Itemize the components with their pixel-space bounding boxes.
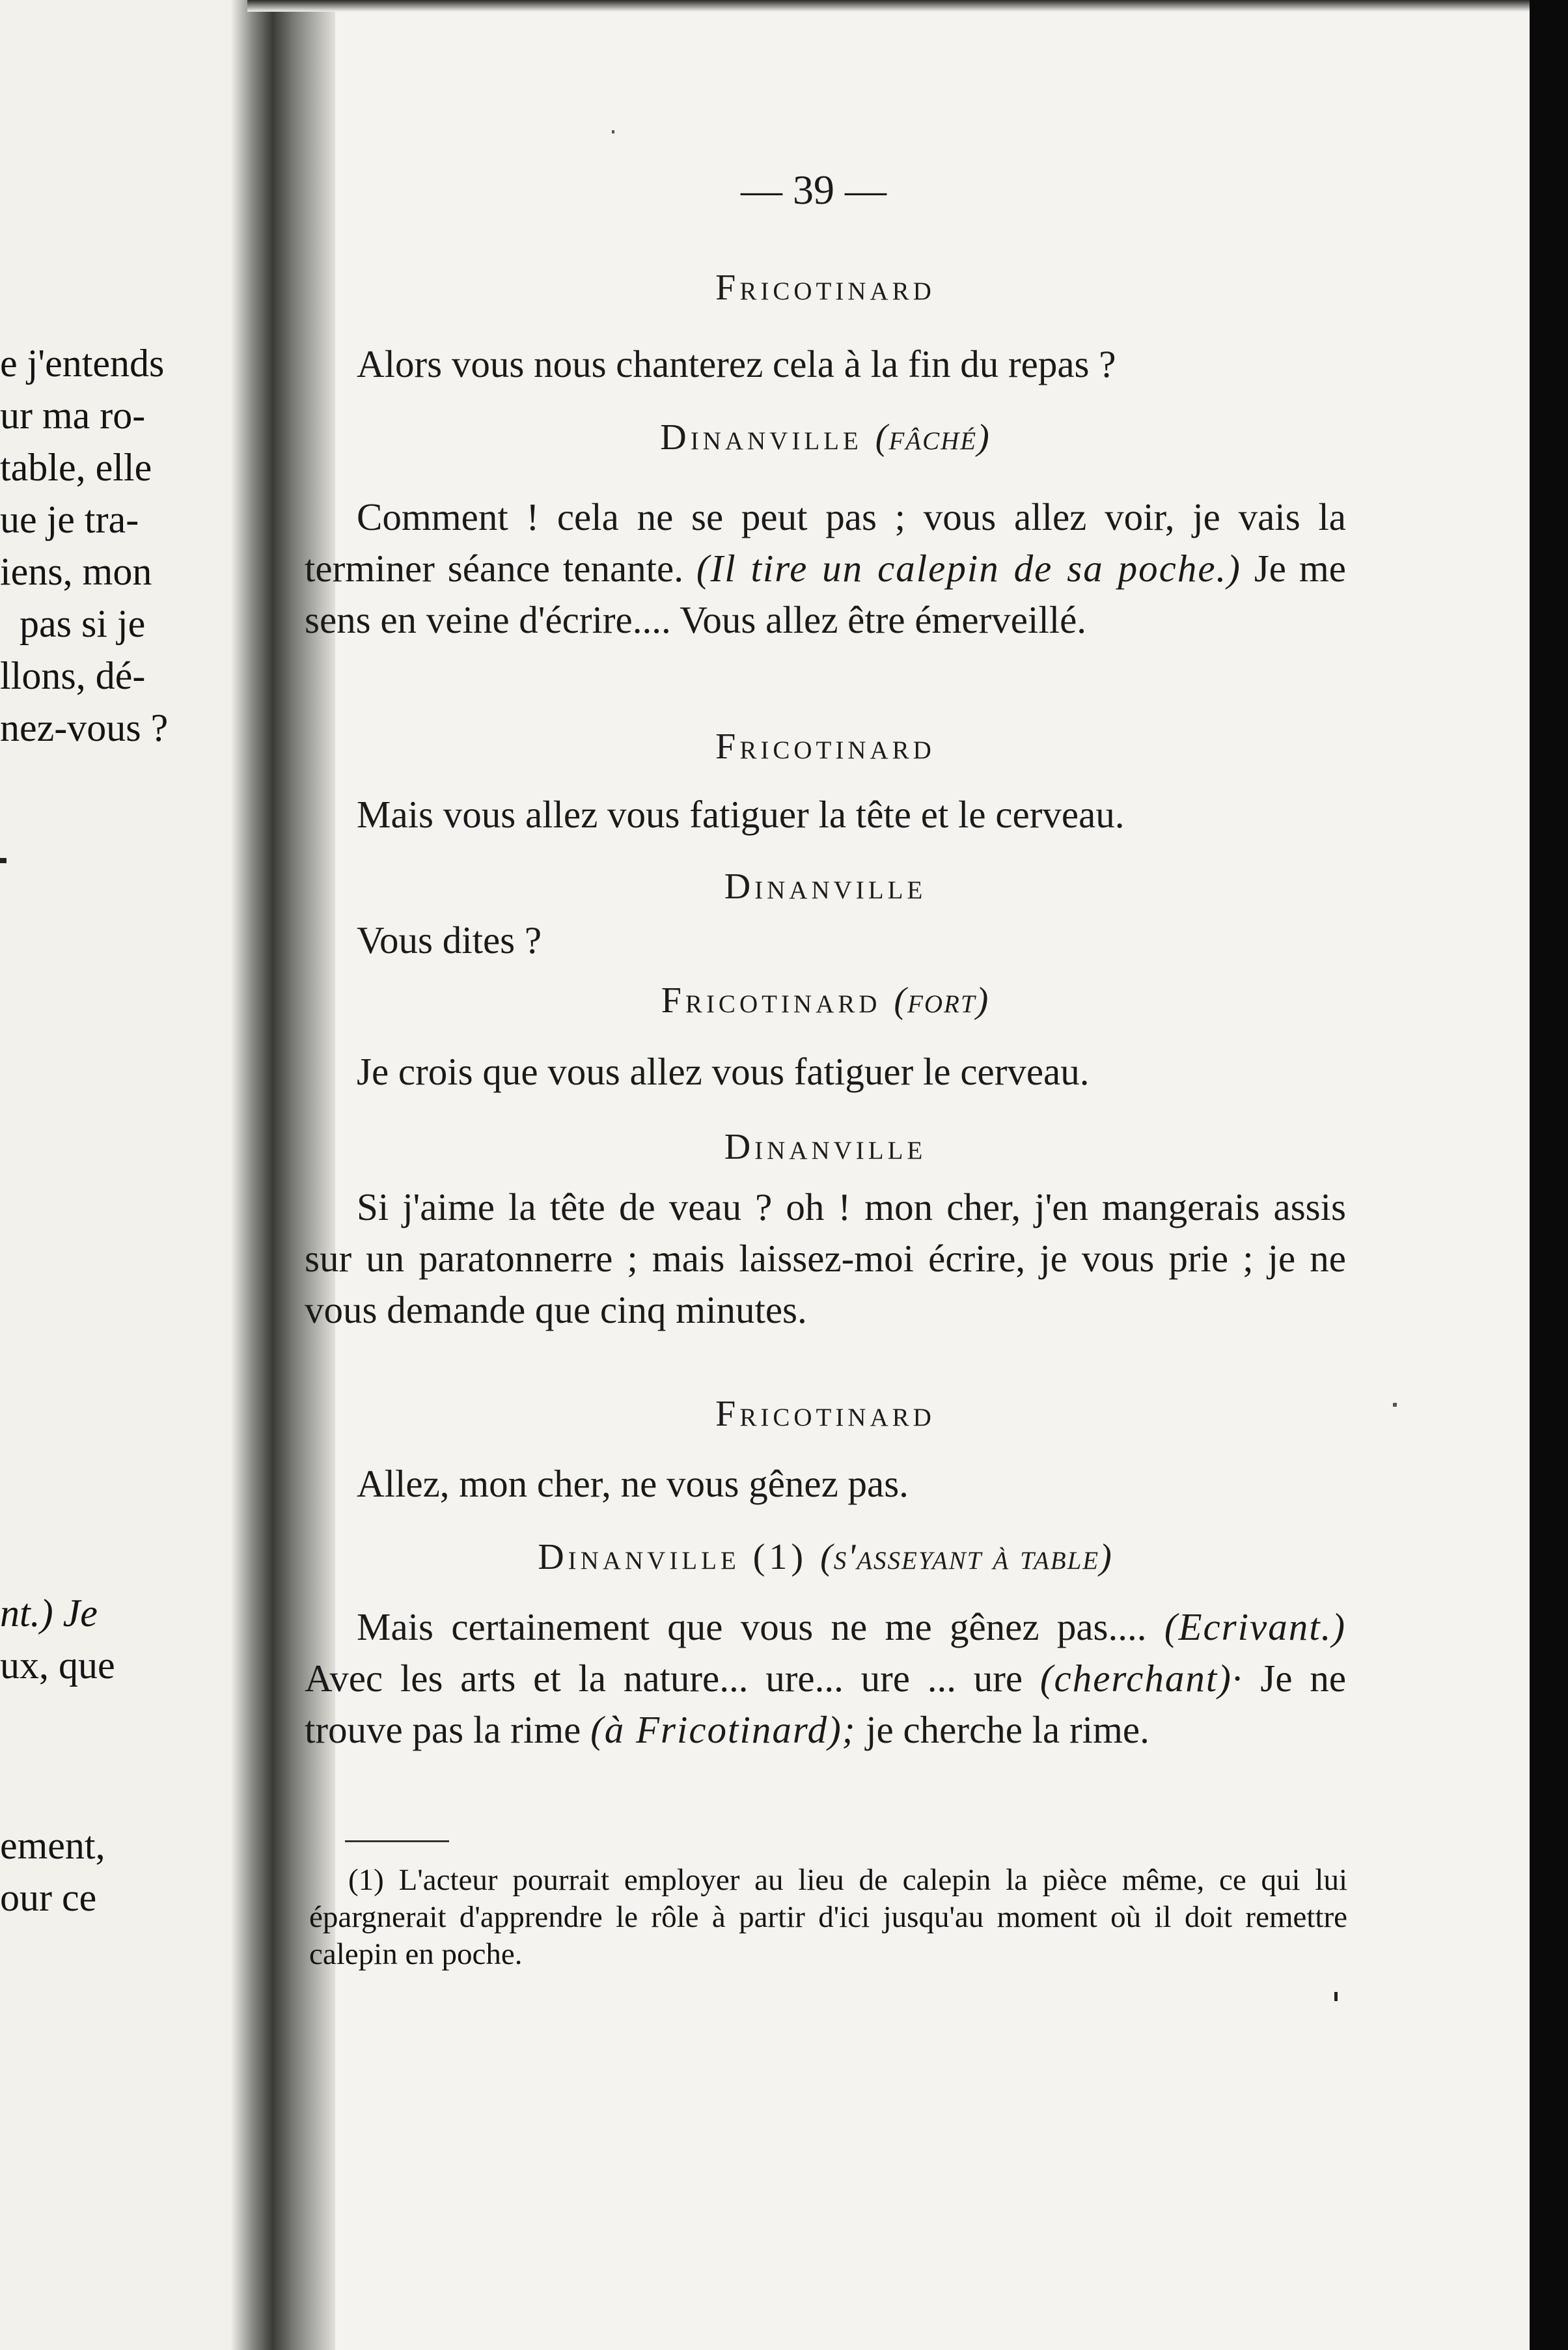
footnote: (1) L'acteur pourrait employer au lieu de calepin la pièce même, ce qui lui épargnerait d'apprendre le rôle à partir d'ici jusqu'au moment où il doit remettre calepin en poche. (309, 1863, 1347, 1971)
facing-page-line: nez-vous ? (0, 706, 169, 749)
facing-page-line: llons, dé- (0, 654, 146, 697)
stray-dot (0, 858, 7, 863)
speaker-heading: Fricotinard (715, 726, 935, 767)
dialogue-line: Je crois que vous allez vous fatiguer le cerveau. (357, 1050, 1090, 1093)
dialogue-line: Mais vous allez vous fatiguer la tête et le cerveau. (357, 793, 1125, 836)
facing-page-line: e j'entends (0, 342, 165, 385)
page-number: — 39 — (741, 167, 887, 213)
stage-direction: (s'asseyant à table) (820, 1537, 1113, 1577)
dialogue-line: Allez, mon cher, ne vous gênez pas. (357, 1462, 909, 1505)
footnote-rule (345, 1840, 449, 1842)
stage-direction: (fort) (894, 980, 990, 1021)
facing-page (0, 0, 234, 2350)
ink-speck (612, 130, 614, 133)
stage-direction: (Ecrivant.) (1164, 1605, 1347, 1648)
stage-direction: (Il tire un calepin de sa poche.) (696, 547, 1241, 590)
dialogue-line: Si j'aime la tête de veau ? oh ! mon cher, j'en mangerais assis sur un paratonnerre ; mais laissez-moi écrire, je vous prie ; je ne vous demande que cinq minutes. (305, 1185, 1346, 1331)
facing-page-line: ue je tra- (0, 498, 139, 541)
facing-page-line: ux, que (0, 1644, 115, 1687)
facing-page-line: pas si je (20, 602, 146, 645)
speaker-heading: Fricotinard (fort) (661, 980, 990, 1021)
scan-border (1530, 0, 1568, 2350)
facing-page-line: ement, (0, 1824, 105, 1867)
stage-direction: (cherchant)· (1039, 1657, 1243, 1700)
dialogue-line: Vous dites ? (357, 919, 542, 961)
dialogue-line: Alors vous nous chanterez cela à la fin du repas ? (357, 342, 1116, 385)
facing-page-line: our ce (0, 1876, 97, 1919)
page-top-shadow (247, 0, 1530, 12)
speaker-heading: Dinanville (724, 1127, 927, 1167)
speaker-heading: Fricotinard (715, 268, 935, 308)
stage-direction: (fâché) (875, 417, 991, 458)
ink-mark (1334, 1992, 1338, 2001)
facing-page-line: iens, mon (0, 550, 152, 593)
dialogue-line: Mais certainement que vous ne me gênez pas.... (Ecrivant.) Avec les arts et la nature... ure... ure ... ure (cherchant)· Je ne trouve pas la rime (à Fricotinard); je cherche la rime. (305, 1605, 1347, 1751)
speaker-heading: Dinanville (fâché) (660, 417, 991, 458)
facing-page-line: table, elle (0, 446, 152, 489)
stage-direction: (à Fricotinard); (590, 1708, 857, 1751)
facing-page-line: ur ma ro- (0, 394, 146, 437)
ink-speck (1393, 1403, 1397, 1407)
speaker-heading: Fricotinard (715, 1394, 935, 1434)
speaker-heading: Dinanville (1) (s'asseyant à table) (538, 1537, 1113, 1577)
speaker-heading: Dinanville (724, 866, 927, 907)
facing-page-line: nt.) Je (0, 1592, 98, 1635)
dialogue-line: Comment ! cela ne se peut pas ; vous allez voir, je vais la terminer séance tenante. (Il tire un calepin de sa poche.) Je me sens en veine d'écrire.... Vous allez être émerveillé. (305, 495, 1346, 641)
